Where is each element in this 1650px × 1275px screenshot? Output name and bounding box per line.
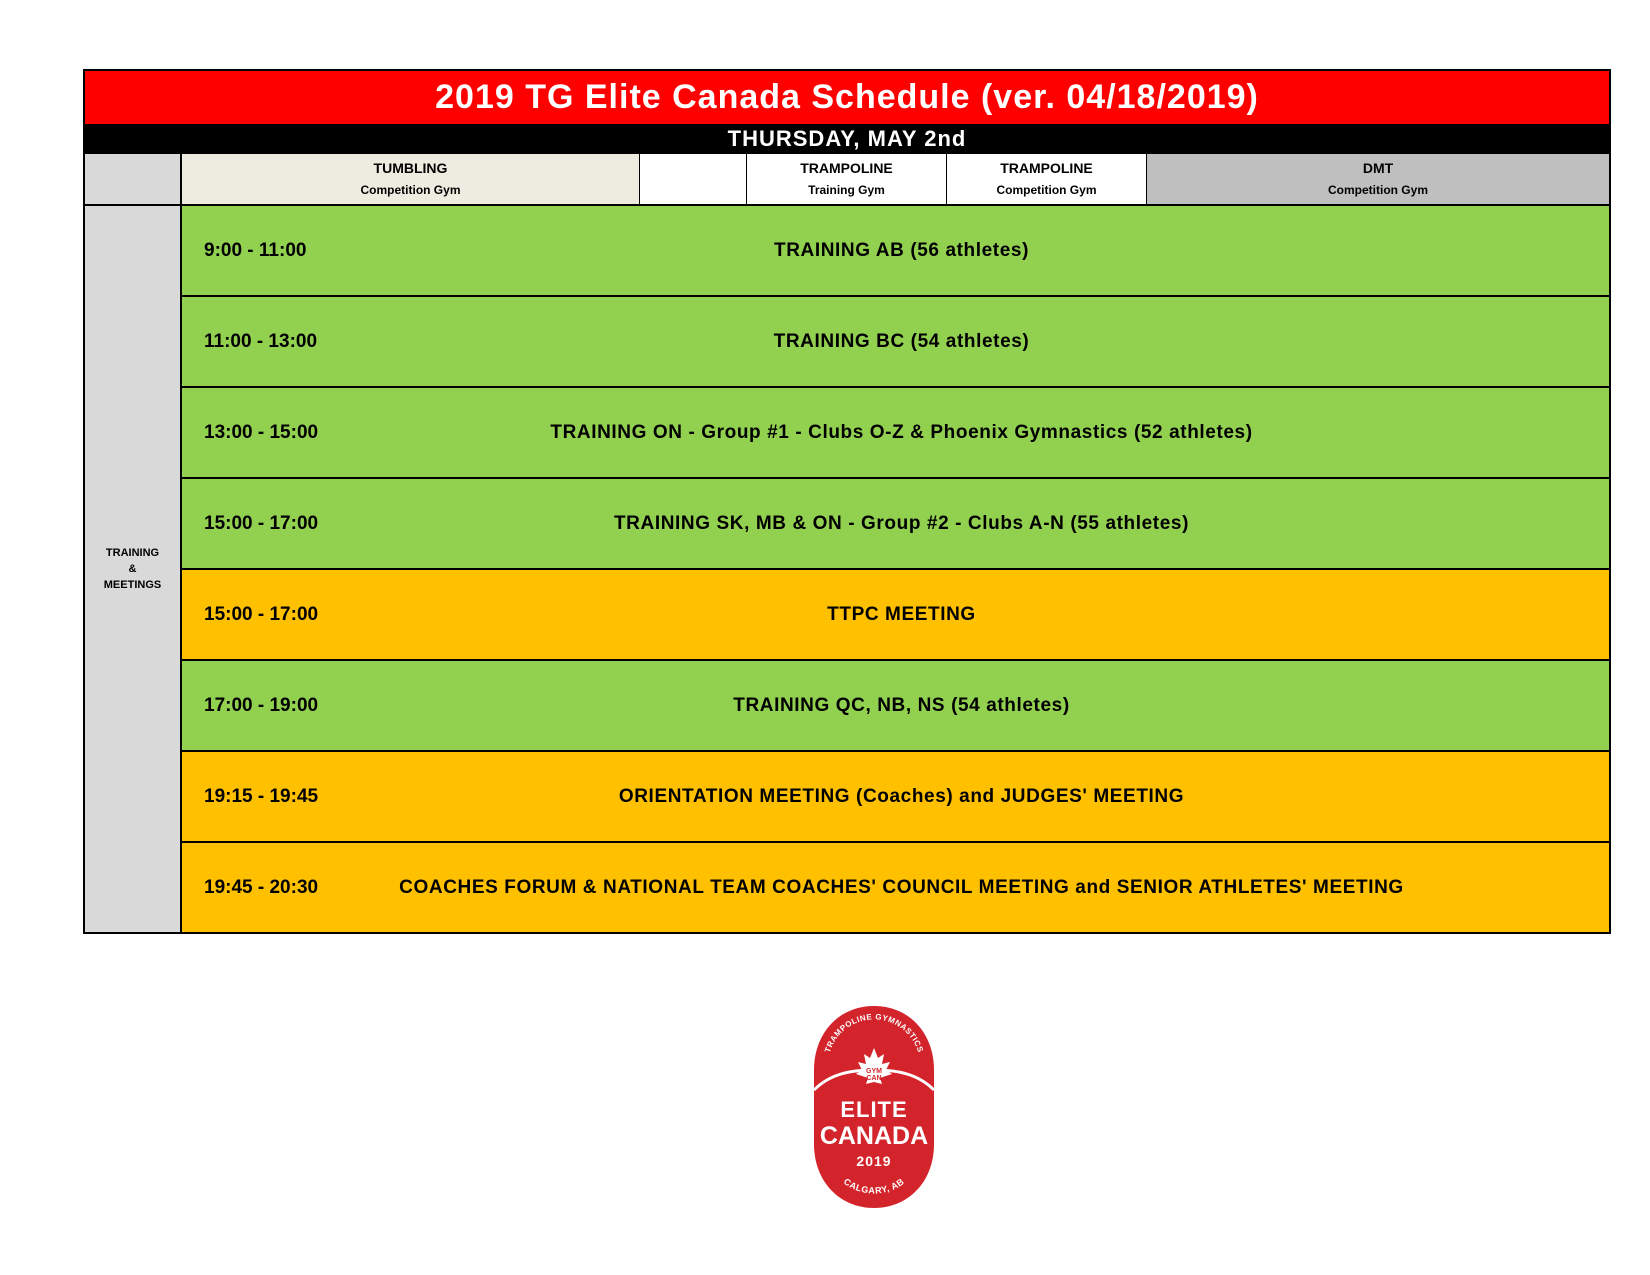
venue-sub: Competition Gym (360, 183, 461, 197)
schedule-slot (182, 661, 1609, 752)
venue-name: TUMBLING (373, 160, 448, 176)
slot-time: 15:00 - 17:00 (204, 603, 319, 625)
side-label-line: MEETINGS (103, 579, 162, 591)
logo-year: 2019 (856, 1153, 892, 1169)
slot-time: 17:00 - 19:00 (204, 694, 319, 716)
schedule-slot (182, 479, 1609, 570)
venue-blank (640, 154, 747, 204)
logo-leaf-top: GYM (866, 1068, 882, 1075)
schedule-slot (182, 206, 1609, 297)
venue-name: DMT (1362, 160, 1394, 176)
slot-event: TRAINING AB (56 athletes) (774, 239, 1029, 261)
logo-leaf-bottom: CAN (866, 1075, 882, 1082)
venue-tumbling (182, 154, 640, 204)
logo-arc-top: TRAMPOLINE GYMNASTICS (823, 1012, 925, 1054)
venue-sub: Competition Gym (1327, 183, 1428, 197)
slot-list (182, 206, 1609, 932)
slot-event: TRAINING QC, NB, NS (54 athletes) (733, 694, 1070, 716)
venue-name: TRAMPOLINE (800, 160, 893, 176)
side-label-line: & (128, 563, 137, 575)
venue-name: TRAMPOLINE (1000, 160, 1093, 176)
venue-corner-cell (85, 154, 182, 204)
slot-event: TRAINING BC (54 athletes) (773, 330, 1030, 352)
schedule-table (83, 69, 1611, 934)
side-label (85, 206, 182, 932)
slot-event: COACHES FORUM & NATIONAL TEAM COACHES' COUNCIL MEETING and SENIOR ATHLETES' MEETING (399, 876, 1404, 898)
schedule-title: 2019 TG Elite Canada Schedule (ver. 04/18/2019) (85, 71, 1609, 124)
slot-event: TRAINING ON - Group #1 - Clubs O-Z & Phoenix Gymnastics (52 athletes) (550, 421, 1253, 443)
elite-canada-logo (810, 1004, 938, 1210)
logo-arc-bottom: CALGARY, AB (841, 1176, 907, 1196)
slot-time: 15:00 - 17:00 (204, 512, 319, 534)
slot-event: TTPC MEETING (827, 603, 976, 625)
slot-event: TRAINING SK, MB & ON - Group #2 - Clubs A-N (55 athletes) (613, 512, 1190, 534)
venue-dmt (1147, 154, 1609, 204)
schedule-slot (182, 752, 1609, 843)
schedule-body (85, 206, 1609, 932)
slot-time: 11:00 - 13:00 (204, 330, 318, 352)
logo-line1: ELITE (840, 1097, 908, 1122)
venue-sub: Competition Gym (996, 183, 1097, 197)
slot-time: 19:15 - 19:45 (204, 785, 319, 807)
slot-event: ORIENTATION MEETING (Coaches) and JUDGES' MEETING (618, 785, 1185, 807)
schedule-slot (182, 388, 1609, 479)
slot-time: 19:45 - 20:30 (204, 876, 319, 898)
slot-time: 13:00 - 15:00 (204, 421, 319, 443)
day-heading: THURSDAY, MAY 2nd (85, 124, 1609, 154)
schedule-slot (182, 297, 1609, 388)
venue-trampoline-competition (947, 154, 1147, 204)
venue-header-row (85, 154, 1609, 206)
venue-trampoline-training (747, 154, 947, 204)
slot-time: 9:00 - 11:00 (204, 239, 307, 261)
schedule-slot (182, 843, 1609, 932)
side-label-line: TRAINING (105, 547, 160, 559)
schedule-slot (182, 570, 1609, 661)
venue-sub: Training Gym (808, 183, 885, 197)
logo-line2: CANADA (819, 1122, 929, 1150)
